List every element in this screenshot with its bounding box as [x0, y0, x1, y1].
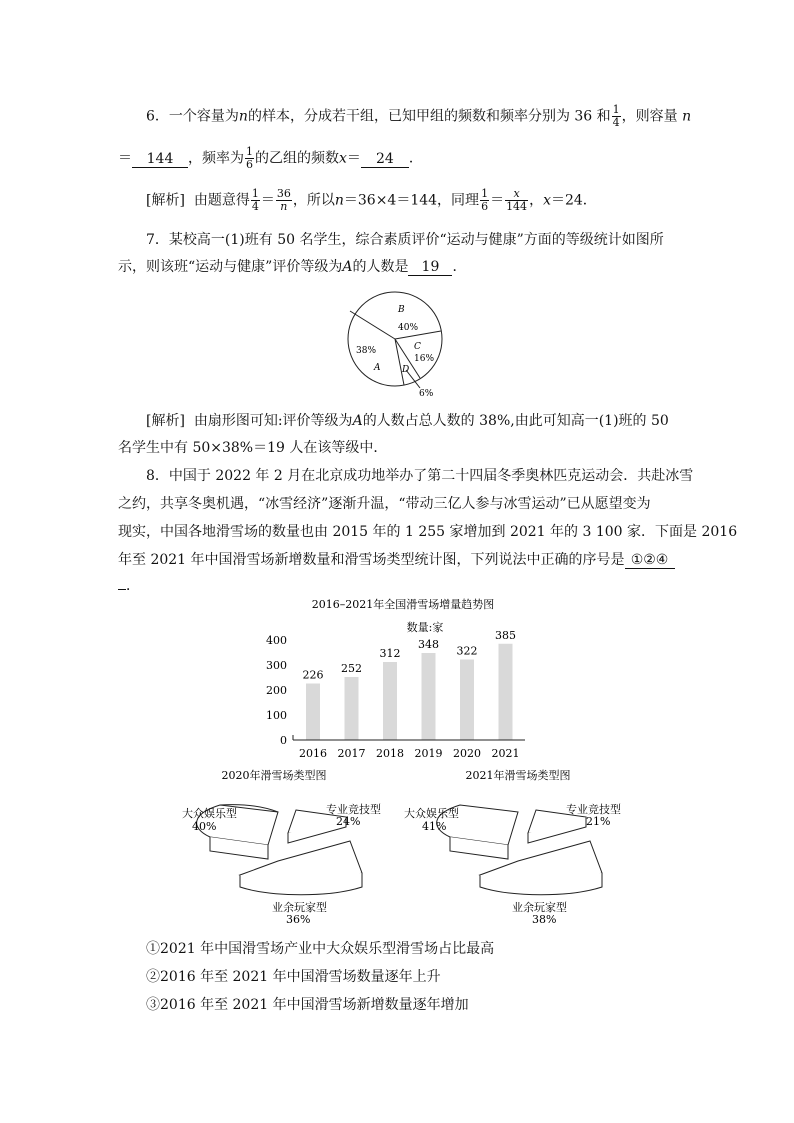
var-n: n	[238, 108, 248, 125]
pie-2020-label-pro: 专业竞技型	[326, 803, 381, 816]
pie-2021-label-amateur: 业余玩家型	[512, 901, 567, 914]
sol6-text: ，	[529, 192, 544, 209]
y-tick-label: 400	[266, 634, 287, 647]
sol7-text: 的人数占总人数的 38%,由此可知高一(1)班的 50	[362, 413, 669, 429]
x-tick-label: 2016	[299, 747, 327, 760]
answer-blank-q7: 19	[408, 259, 452, 276]
period: ．	[452, 259, 467, 275]
bar-2016	[306, 684, 320, 741]
label-C: C	[414, 342, 421, 352]
label-C-pct: 16%	[414, 354, 435, 364]
bar-value-label: 226	[302, 668, 324, 682]
pie-2020-pct-amateur: 36%	[286, 913, 311, 925]
q8-text: 年至 2021 年中国滑雪场新增数量和滑雪场类型统计图，下列说法中正确的序号是	[118, 552, 625, 568]
var-x: x	[339, 150, 347, 167]
y-tick-label: 100	[266, 709, 287, 722]
pie-2021-label-mass: 大众娱乐型	[404, 807, 459, 820]
sol6-text: ，所以	[292, 192, 335, 209]
q8-line1: 8．中国于 2022 年 2 月在北京成功地举办了第二十四届冬季奥林匹克运动会．共赴冰雪	[146, 468, 694, 484]
label-B: B	[398, 305, 405, 315]
fraction-b: $\frac{36}{n}$	[276, 187, 291, 213]
pie-2021-title: 2021年滑雪场类型图	[465, 769, 571, 782]
sol7-line1	[146, 410, 669, 430]
x-tick-label: 2021	[491, 747, 520, 760]
bar-2020	[460, 660, 474, 741]
sol6-text: ＝36×4＝144，同理	[343, 192, 480, 209]
q8-line2: 之约，共享冬奥机遇，“冰雪经济”逐渐升温，“带动三亿人参与冰雪运动”已从愿望变为	[118, 496, 651, 512]
y-tick-label: 300	[266, 659, 287, 672]
x-tick-label: 2018	[376, 747, 404, 760]
pie-2021	[390, 765, 640, 925]
sol7-text: 由扇形图可知:评价等级为	[193, 413, 353, 429]
bar-chart-title: 2016–2021年全国滑雪场增量趋势图	[311, 598, 495, 611]
q8-line3: 现实，中国各地滑雪场的数量也由 2015 年的 1 255 家增加到 2021 年的 3 100 家．下面是 2016	[118, 524, 738, 540]
q6-text: 的样本，分成若干组，已知甲组的频数和频率分别为 36 和	[247, 108, 611, 125]
label-A-pct: 38%	[356, 346, 377, 356]
var-x: x	[543, 192, 551, 209]
equals-sign: ＝	[490, 192, 505, 209]
bar-2017	[345, 677, 359, 740]
q6-text: ，频率为	[188, 150, 244, 167]
equals-sign: ＝	[118, 150, 132, 167]
equals-sign: ＝	[260, 192, 275, 209]
q6-text: 的乙组的频数	[255, 150, 339, 167]
pie-2021-label-pro: 专业竞技型	[566, 803, 621, 816]
pie-2021-slice-amateur-side	[480, 873, 602, 895]
x-tick-label: 2020	[453, 747, 481, 760]
answer-blank-x: 24	[361, 151, 409, 168]
label-D-pct: 6%	[419, 389, 434, 399]
fraction-1-6: $\frac{1}{6}$	[246, 145, 253, 171]
q7-pie-chart	[340, 290, 460, 402]
var-A: A	[342, 259, 353, 275]
var-n: n	[682, 108, 692, 125]
answer-blank-q8: ①②④	[625, 552, 675, 569]
bar-2021	[499, 644, 513, 740]
pie-2020-slice-amateur-side	[240, 873, 362, 895]
fraction-c: $\frac{1}{6}$	[481, 187, 489, 213]
answer-blank-tail	[118, 589, 126, 590]
solution-tag: [解析]	[146, 413, 185, 429]
fraction-d: $\frac{x}{144}$	[506, 187, 528, 213]
label-A: A	[374, 363, 381, 373]
y-tick-label: 0	[280, 734, 287, 747]
period: ．	[408, 150, 423, 167]
option-3: ③2016 年至 2021 年中国滑雪场新增数量逐年增加	[146, 997, 469, 1013]
var-A: A	[352, 413, 363, 429]
y-tick-label: 200	[266, 684, 287, 697]
pie-2021-pct-amateur: 38%	[532, 913, 557, 925]
q8-line4	[118, 549, 675, 569]
option-1: ①2021 年中国滑雪场产业中大众娱乐型滑雪场占比最高	[146, 941, 495, 957]
q6-text: ，则容量	[621, 108, 678, 125]
bar-value-label: 322	[456, 644, 478, 658]
pie-2020-pct-mass: 40%	[192, 820, 217, 833]
var-n: n	[334, 192, 344, 209]
bar-2018	[383, 662, 397, 740]
pie-2020-label-amateur: 业余玩家型	[272, 901, 327, 914]
sol6-line	[146, 188, 597, 213]
bar-value-label: 385	[495, 628, 516, 642]
option-2: ②2016 年至 2021 年中国滑雪场数量逐年上升	[146, 969, 441, 985]
pie-2021-pct-pro: 21%	[586, 815, 611, 828]
pie-2020	[150, 765, 400, 925]
fraction-a: $\frac{1}{4}$	[251, 187, 259, 213]
bar-2019	[422, 653, 436, 740]
sol7-line2: 名学生中有 50×38%＝19 人在该等级中．	[118, 440, 388, 456]
q6-line1	[146, 104, 691, 129]
q6-line2	[118, 146, 423, 171]
solution-tag: [解析]	[146, 192, 185, 209]
sol6-text: 由题意得	[193, 192, 250, 209]
period: ．	[126, 578, 140, 594]
q7-line2	[118, 256, 466, 276]
q7-line1: 7．某校高一(1)班有 50 名学生，综合素质评价“运动与健康”方面的等级统计如图所	[146, 232, 664, 248]
pie-2020-label-mass: 大众娱乐型	[182, 807, 237, 820]
pie-2021-pct-mass: 41%	[422, 820, 447, 833]
pie-2020-pct-pro: 24%	[336, 815, 361, 828]
pie-divider	[350, 311, 395, 339]
x-tick-label: 2019	[414, 747, 443, 760]
answer-blank-n: 144	[132, 151, 188, 168]
bar-value-label: 348	[418, 638, 439, 651]
bar-chart	[255, 595, 545, 765]
q6-text: 6．一个容量为	[146, 108, 239, 125]
label-D: D	[402, 365, 410, 375]
sol6-text: ＝24．	[550, 192, 597, 209]
fraction-1-4: $\frac{1}{4}$	[612, 103, 620, 129]
pie-2020-title: 2020年滑雪场类型图	[221, 769, 327, 782]
q7-text: 的人数是	[352, 259, 409, 275]
equals-sign: ＝	[346, 150, 361, 167]
bar-value-label: 312	[379, 647, 401, 660]
bar-chart-unit: 数量:家	[406, 621, 444, 634]
bar-value-label: 252	[341, 662, 362, 675]
label-B-pct: 40%	[398, 323, 419, 333]
x-tick-label: 2017	[337, 747, 366, 760]
q8-line5	[118, 575, 140, 595]
q7-text: 示，则该班“运动与健康”评价等级为	[118, 259, 343, 275]
